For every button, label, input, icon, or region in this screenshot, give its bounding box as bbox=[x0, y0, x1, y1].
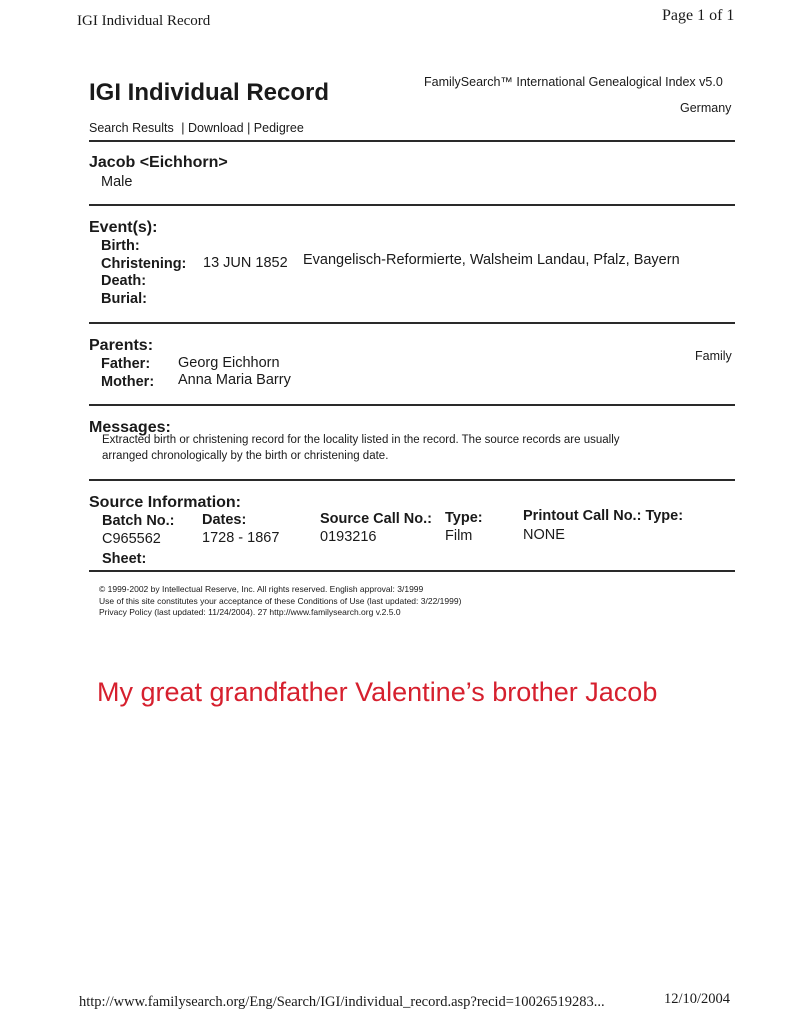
christening-label: Christening: bbox=[101, 256, 187, 272]
father-label: Father: bbox=[101, 356, 151, 372]
parents-heading: Parents: bbox=[89, 337, 154, 354]
print-header-title: IGI Individual Record bbox=[77, 13, 211, 29]
region-label: Germany bbox=[680, 101, 732, 115]
printout-type-label: Type: bbox=[645, 508, 684, 524]
events-heading: Event(s): bbox=[89, 219, 158, 236]
copyright-line: Privacy Policy (last updated: 11/24/2004). 27 http://www.familysearch.org v.2.5.0 bbox=[99, 607, 401, 617]
dates-label: Dates: bbox=[202, 512, 247, 528]
divider bbox=[89, 404, 735, 406]
birth-label: Birth: bbox=[101, 238, 140, 254]
divider bbox=[89, 570, 735, 572]
father-name-link[interactable]: Georg Eichhorn bbox=[178, 355, 280, 371]
source-call-link[interactable]: 0193216 bbox=[320, 529, 377, 545]
print-footer-date: 12/10/2004 bbox=[664, 991, 731, 1007]
message-line: Extracted birth or christening record for the locality listed in the record. The source records are usually bbox=[102, 434, 620, 446]
christening-date: 13 JUN 1852 bbox=[203, 255, 288, 271]
download-link[interactable]: Download bbox=[187, 121, 244, 135]
divider bbox=[89, 140, 735, 142]
batch-label: Batch No.: bbox=[102, 513, 175, 529]
mother-name-link[interactable]: Anna Maria Barry bbox=[178, 372, 291, 388]
family-link[interactable]: Family bbox=[695, 349, 732, 363]
sheet-label: Sheet: bbox=[102, 551, 147, 567]
divider bbox=[89, 322, 735, 324]
nav-separator: | bbox=[181, 121, 185, 135]
burial-label: Burial: bbox=[101, 291, 147, 307]
type-label: Type: bbox=[445, 510, 483, 526]
dates-value: 1728 - 1867 bbox=[202, 530, 280, 546]
site-line: FamilySearch™ International Genealogical Index v5.0 bbox=[424, 75, 723, 89]
search-results-link[interactable]: Search Results bbox=[89, 121, 174, 135]
divider bbox=[89, 479, 735, 481]
divider bbox=[89, 204, 735, 206]
message-line: arranged chronologically by the birth or christening date. bbox=[102, 450, 389, 462]
source-call-label: Source Call No.: bbox=[320, 511, 432, 527]
source-heading: Source Information: bbox=[89, 494, 242, 511]
printout-call-label-text: Printout Call No.: bbox=[523, 508, 642, 524]
messages-heading: Messages: bbox=[89, 419, 171, 436]
copyright-line: © 1999-2002 by Intellectual Reserve, Inc. All rights reserved. English approval: 3/1999 bbox=[99, 584, 424, 594]
person-sex: Male bbox=[101, 174, 133, 190]
christening-place: Evangelisch-Reformierte, Walsheim Landau, Pfalz, Bayern bbox=[303, 252, 680, 268]
page-title: IGI Individual Record bbox=[89, 79, 330, 106]
copyright-line: Use of this site constitutes your acceptance of these Conditions of Use (last updated: 3/22/1999) bbox=[99, 596, 462, 606]
type-value: Film bbox=[445, 528, 473, 544]
printout-value: NONE bbox=[523, 527, 565, 543]
printout-call-label bbox=[523, 508, 683, 524]
death-label: Death: bbox=[101, 273, 147, 289]
handwritten-annotation: My great grandfather Valentine’s brother Jacob bbox=[97, 677, 658, 707]
nav-separator: | bbox=[247, 121, 251, 135]
batch-number-link[interactable]: C965562 bbox=[102, 531, 161, 547]
print-header-page: Page 1 of 1 bbox=[662, 7, 735, 24]
print-footer-url: http://www.familysearch.org/Eng/Search/IGI/individual_record.asp?recid=10026519283... bbox=[79, 994, 605, 1010]
pedigree-link[interactable]: Pedigree bbox=[253, 121, 304, 135]
person-name: Jacob <Eichhorn> bbox=[89, 154, 228, 171]
mother-label: Mother: bbox=[101, 374, 155, 390]
nav-links bbox=[89, 121, 304, 135]
